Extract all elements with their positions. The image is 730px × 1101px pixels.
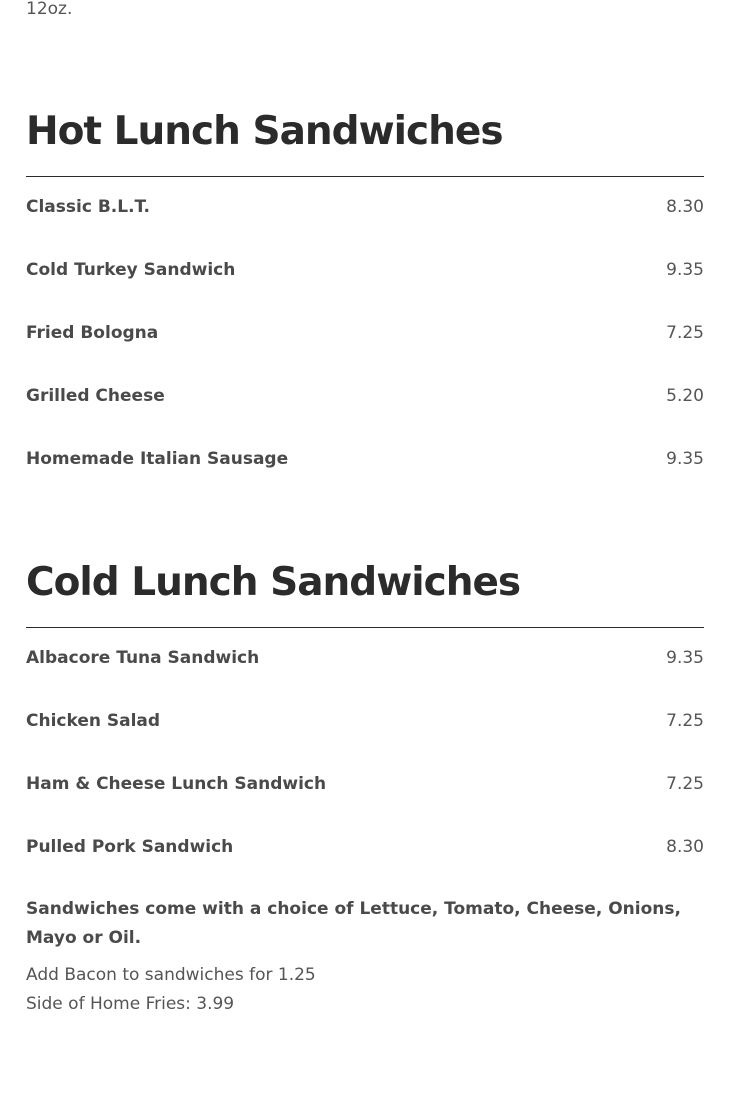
item-price: 8.30 xyxy=(666,836,704,857)
cold-lunch-section xyxy=(26,559,704,878)
item-price: 9.35 xyxy=(666,448,704,469)
menu-item xyxy=(26,301,704,364)
item-name: Albacore Tuna Sandwich xyxy=(26,648,260,668)
menu-item xyxy=(26,627,704,689)
menu-item xyxy=(26,815,704,878)
item-price: 7.25 xyxy=(666,773,704,794)
menu-item xyxy=(26,176,704,238)
item-price: 9.35 xyxy=(666,259,704,280)
item-price: 5.20 xyxy=(666,385,704,406)
section-title: Hot Lunch Sandwiches xyxy=(26,109,503,154)
item-name: Chicken Salad xyxy=(26,710,161,731)
item-price: 7.25 xyxy=(666,322,704,343)
item-name: Grilled Cheese xyxy=(26,385,165,406)
previous-item-note: 12oz. xyxy=(26,0,73,19)
menu-list xyxy=(26,176,704,490)
item-price: 9.35 xyxy=(666,648,704,668)
menu-item xyxy=(26,689,704,752)
add-bacon-note: Add Bacon to sandwiches for 1.25 xyxy=(26,965,316,985)
sandwich-notes xyxy=(26,895,704,1019)
menu-item xyxy=(26,427,704,490)
menu-item xyxy=(26,238,704,301)
item-name: Classic B.L.T. xyxy=(26,197,151,217)
item-price: 8.30 xyxy=(666,197,704,217)
condiment-choices-note: Sandwiches come with a choice of Lettuce, Tomato, Cheese, Onions, Mayo or Oil. xyxy=(26,899,681,948)
item-price: 7.25 xyxy=(666,710,704,731)
menu-item xyxy=(26,364,704,427)
item-name: Fried Bologna xyxy=(26,322,159,343)
item-name: Pulled Pork Sandwich xyxy=(26,836,234,857)
home-fries-note: Side of Home Fries: 3.99 xyxy=(26,994,235,1014)
section-title: Cold Lunch Sandwiches xyxy=(26,560,521,605)
menu-list xyxy=(26,627,704,878)
item-name: Cold Turkey Sandwich xyxy=(26,259,236,280)
item-name: Ham & Cheese Lunch Sandwich xyxy=(26,773,327,794)
item-name: Homemade Italian Sausage xyxy=(26,448,289,469)
hot-lunch-section xyxy=(26,108,704,490)
menu-item xyxy=(26,752,704,815)
